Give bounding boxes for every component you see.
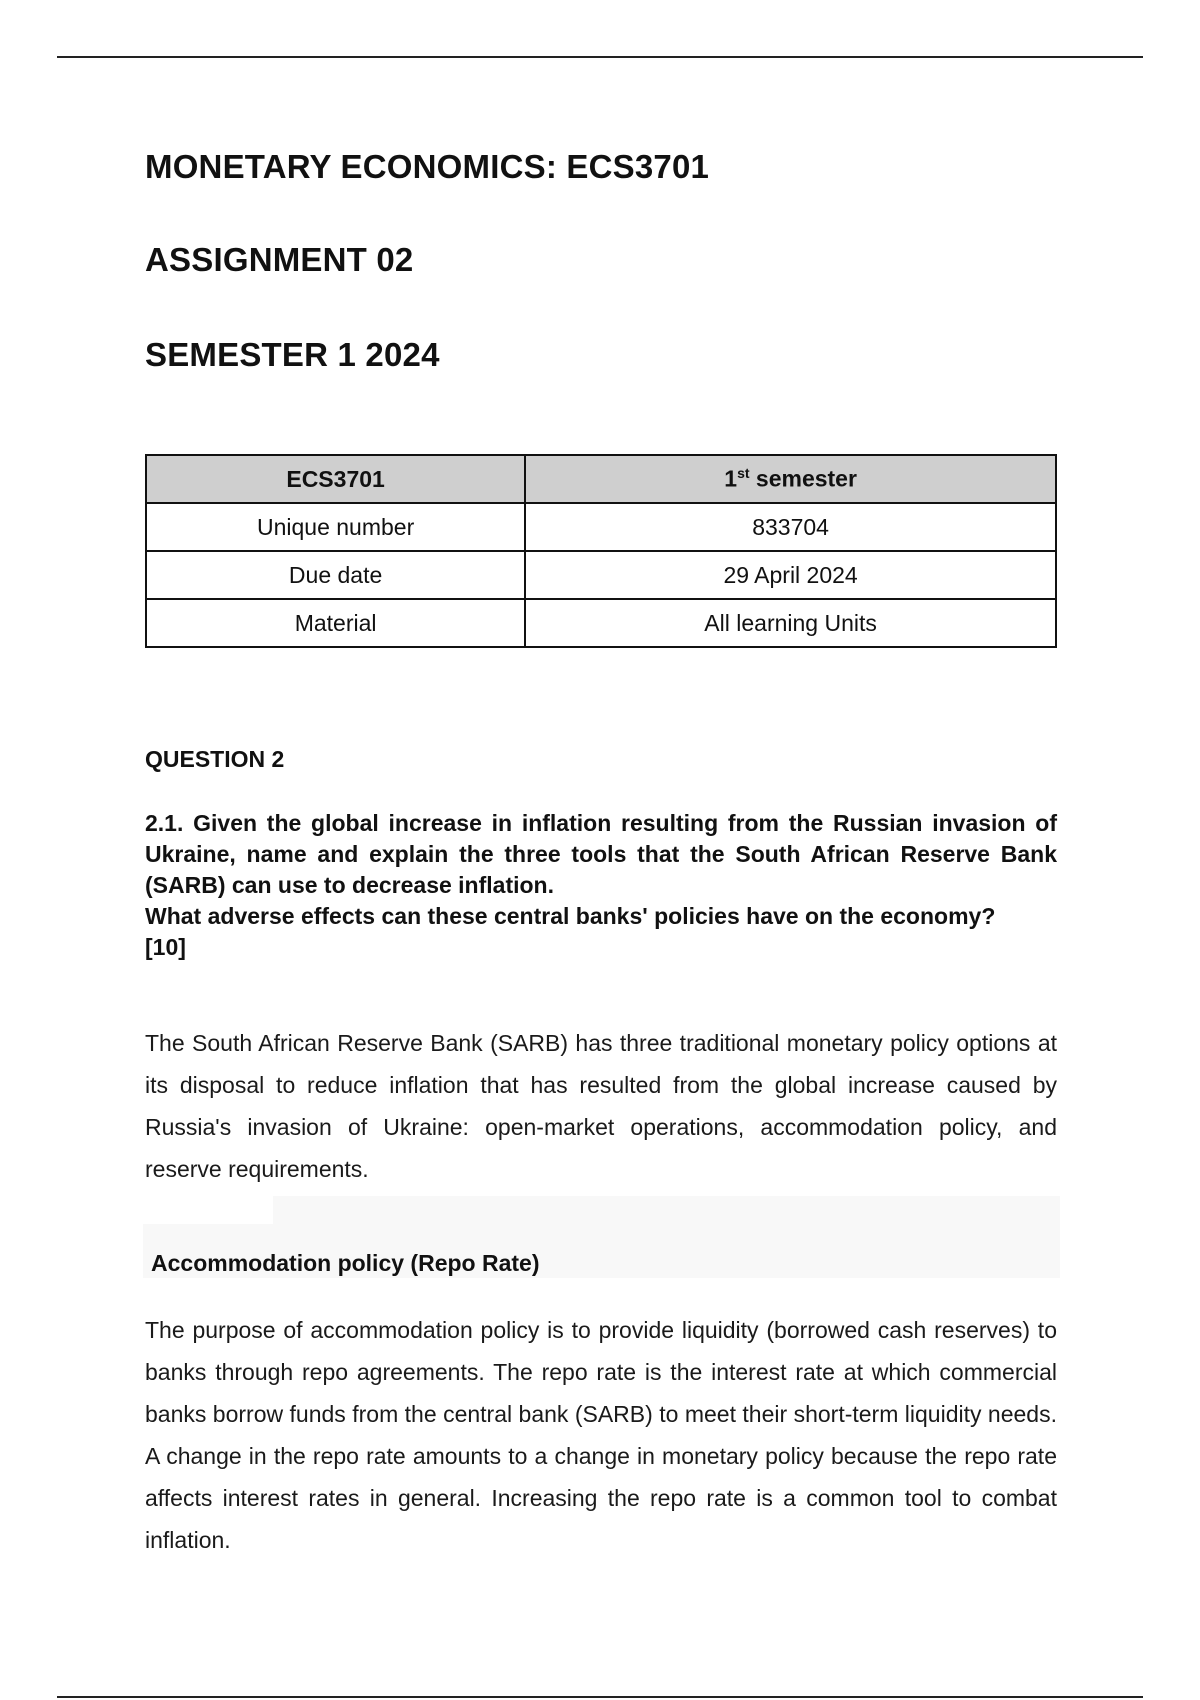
- assignment-title: ASSIGNMENT 02: [145, 241, 414, 278]
- table-row: [146, 551, 1056, 599]
- question-marks: [10]: [145, 934, 186, 960]
- row-value-unique-number: 833704: [525, 503, 1056, 551]
- assignment-info-table: [145, 454, 1057, 648]
- semester-word: semester: [749, 465, 857, 492]
- table-header-course-code: ECS3701: [146, 455, 525, 503]
- question-followup: What adverse effects can these central banks' policies have on the economy?: [145, 903, 996, 929]
- accommodation-paragraph: The purpose of accommodation policy is to provide liquidity (borrowed cash reserves) to banks through repo agreements. The repo rate is the interest rate at which commercial banks borrow funds from the central bank (SARB) to meet their short-term liquidity needs. A change in the repo rate amounts to a change in monetary policy because the repo rate affects interest rates in general. Increasing the repo rate is a common tool to combat inflation.: [145, 1317, 1057, 1553]
- question-text: [145, 808, 1057, 963]
- bottom-divider: [57, 1696, 1143, 1698]
- row-label-material: Material: [146, 599, 525, 647]
- table-header-semester: [525, 455, 1056, 503]
- question-prompt: 2.1. Given the global increase in inflation resulting from the Russian invasion of Ukraine, name and explain the three tools that the South African Reserve Bank (SARB) can use to decrease inflation.: [145, 810, 1057, 898]
- row-label-due-date: Due date: [146, 551, 525, 599]
- table-header-row: [146, 455, 1056, 503]
- section-subheading: Accommodation policy (Repo Rate): [151, 1250, 540, 1276]
- answer-intro-paragraph: The South African Reserve Bank (SARB) has three traditional monetary policy options at its disposal to reduce inflation that has resulted from the global increase caused by Russia's invasion of Ukraine: open-market operations, accommodation policy, and reserve requirements.: [145, 1030, 1057, 1182]
- top-divider: [57, 56, 1143, 58]
- row-label-unique-number: Unique number: [146, 503, 525, 551]
- semester-number: 1: [724, 465, 738, 492]
- semester-ordinal-suffix: st: [737, 465, 750, 482]
- table-row: [146, 503, 1056, 551]
- table-row: [146, 599, 1056, 647]
- row-value-due-date: 29 April 2024: [525, 551, 1056, 599]
- question-label: QUESTION 2: [145, 746, 285, 772]
- row-value-material: All learning Units: [525, 599, 1056, 647]
- course-title: MONETARY ECONOMICS: ECS3701: [145, 148, 710, 185]
- semester-title: SEMESTER 1 2024: [145, 336, 440, 373]
